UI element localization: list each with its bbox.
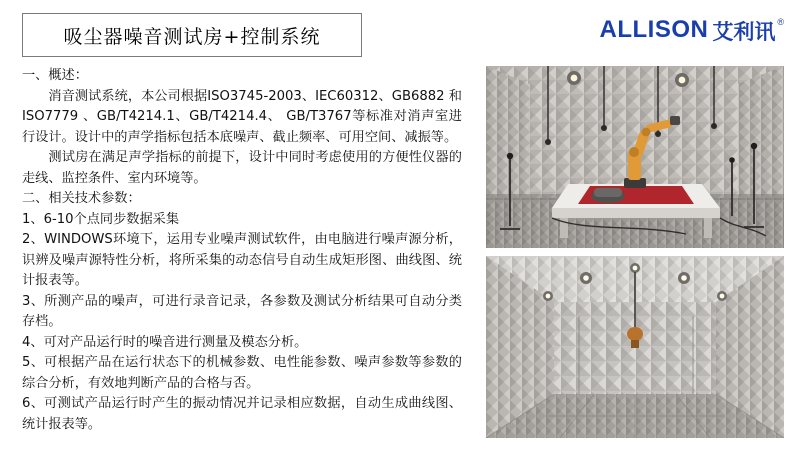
section-1-paragraph-1: 消音测试系统，本公司根据ISO3745-2003、IEC60312、GB6882 和ISO7779 、GB/T4214.1、GB/T4214.4、 GB/T3767等标准对消声室进行设计。设计中的声学指标包括本底噪声、截止频率、可用空间、减振等。 <box>22 88 462 145</box>
spec-item-2: 2、WINDOWS环境下，运用专业噪声测试软件，由电脑进行噪声源分析，识辨及噪声源特性分析，将所采集的动态信号自动生成矩形图、曲线图、统计报表等。 <box>22 232 462 288</box>
spec-item-5: 5、可根据产品在运行状态下的机械参数、电性能参数、噪声参数等参数的综合分析，有效地判断产品的合格与否。 <box>22 355 462 391</box>
logo-text-chinese: 艾利讯 <box>712 20 776 44</box>
page-title-box <box>22 13 362 57</box>
anechoic-chamber-with-robot-arm-photo <box>486 66 784 248</box>
section-2-heading: 二、相关技术参数： <box>22 191 141 206</box>
spec-item-4: 4、可对产品运行时的噪音进行测量及模态分析。 <box>22 334 308 350</box>
content-body <box>22 66 462 435</box>
photo-bottom-graphic <box>486 256 784 438</box>
spec-item-3: 3、所测产品的噪声，可进行录音记录，各参数及测试分析结果可自动分类存档。 <box>22 293 462 329</box>
section-1-paragraph-2: 测试房在满足声学指标的前提下，设计中同时考虑使用的方便性仪器的走线、监控条件、室内环境等。 <box>22 150 462 186</box>
logo-text-latin: ALLISON <box>599 16 709 43</box>
page-title: 吸尘器噪音测试房+控制系统 <box>63 25 321 48</box>
registered-trademark-icon: ® <box>777 17 784 27</box>
photo-top-graphic <box>486 66 784 248</box>
spec-item-6: 6、可测试产品运行时产生的振动情况并记录相应数据，自动生成曲线图、统计报表等。 <box>22 396 462 432</box>
company-logo <box>600 16 784 50</box>
section-1-heading: 一、概述： <box>22 68 88 83</box>
anechoic-chamber-interior-photo <box>486 256 784 438</box>
spec-item-1: 1、6-10个点同步数据采集 <box>22 211 180 227</box>
